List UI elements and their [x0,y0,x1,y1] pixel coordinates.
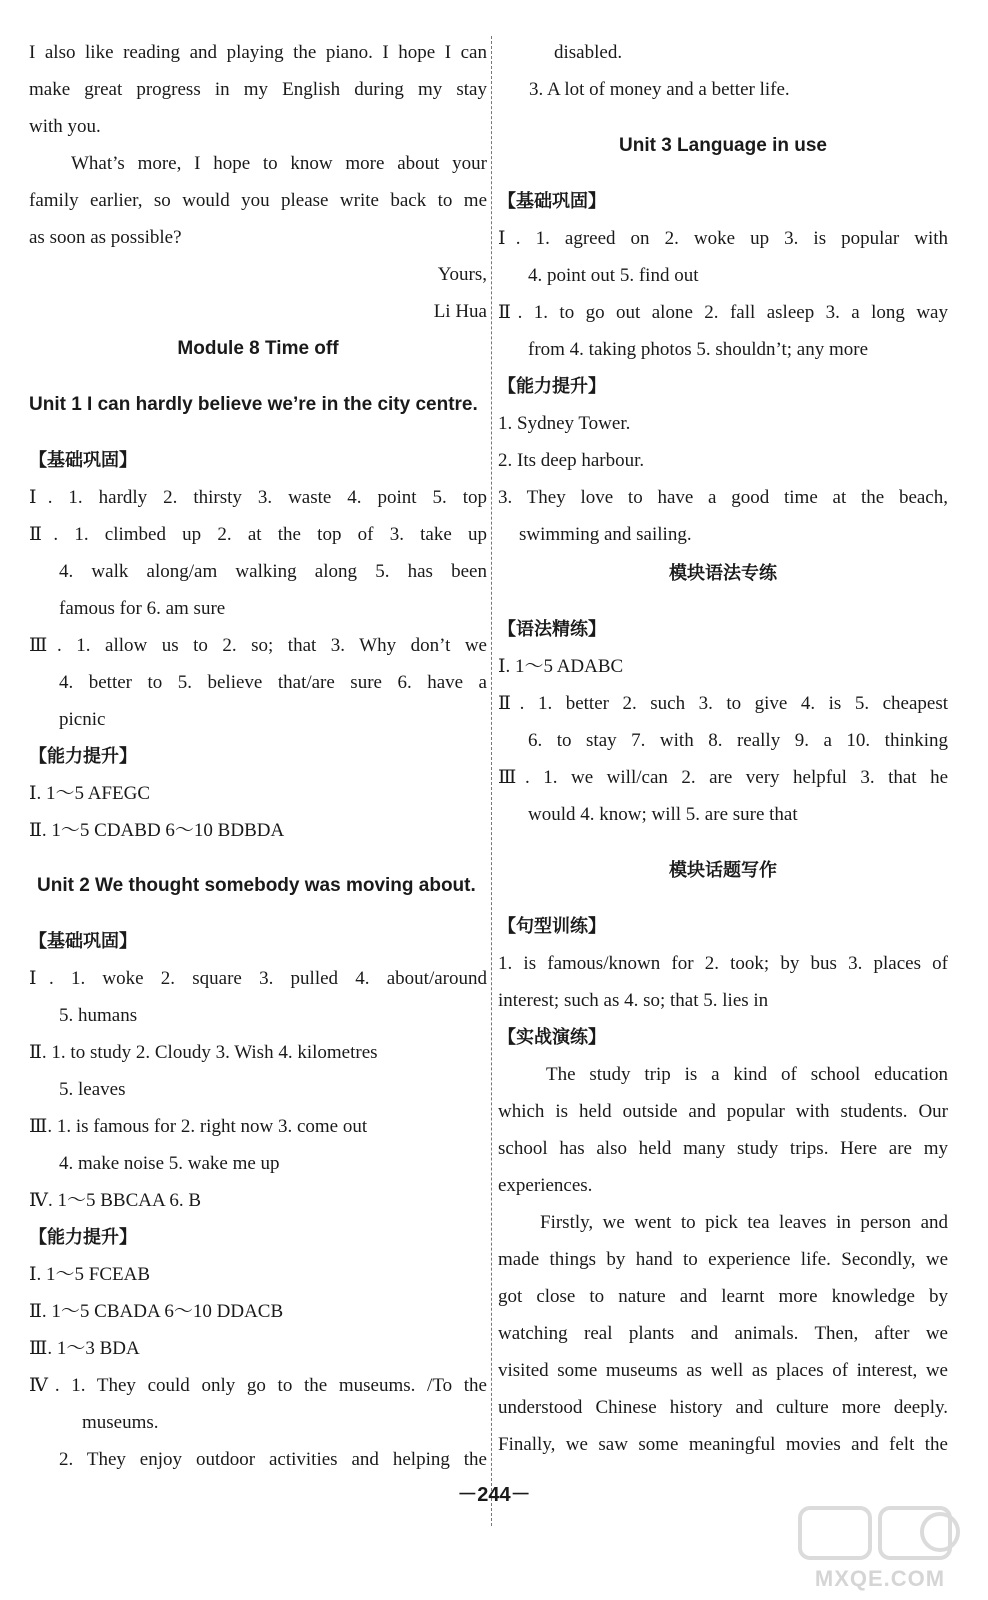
unit1-basic-heading: 【基础巩固】 [29,450,137,471]
unit3-advanced-line: 2. Its deep harbour. [498,450,645,471]
watermark-text: MXQE.COM [814,1566,946,1591]
unit2-basic-line: 4. make noise 5. wake me up [59,1153,280,1174]
pattern-line: 1. is famous/known for 2. took; by bus 3. places of [498,953,948,974]
pattern-line: interest; such as 4. so; that 5. lies in [498,990,769,1011]
left-column [29,34,487,1478]
unit1-title: Unit 1 I can hardly believe we’re in the city centre. [29,394,478,415]
letter-line-2: make great progress in my English during my stay [29,79,487,100]
essay-line: which is held outside and popular with students. Our [498,1101,948,1122]
essay-line: made things by hand to experience life. Secondly, we [498,1249,948,1270]
unit3-advanced-heading: 【能力提升】 [498,376,606,397]
unit2-basic-line: 5. leaves [59,1079,126,1100]
unit1-basic-line: 4. walk along/am walking along 5. has been [59,561,487,582]
grammar-heading: 【语法精练】 [498,619,606,640]
grammar-line: Ⅰ. 1～5 ADABC [498,656,624,677]
unit1-basic-line: Ⅱ. 1. climbed up 2. at the top of 3. take up [29,524,487,545]
grammar-title: 模块语法专练 [669,563,777,584]
letter-signature: Li Hua [433,301,487,322]
unit3-basic-line: from 4. taking photos 5. shouldn’t; any more [528,339,869,360]
unit1-basic-line: famous for 6. am sure [59,598,226,619]
pattern-heading: 【句型训练】 [498,916,606,937]
unit1-basic-line: 4. better to 5. believe that/are sure 6. have a [59,672,487,693]
unit1-advanced-line: Ⅰ. 1～5 AFEGC [29,783,150,804]
module-title: Module 8 Time off [177,338,339,359]
carry-line-2: 3. A lot of money and a better life. [529,79,790,100]
grammar-line: would 4. know; will 5. are sure that [528,804,798,825]
unit3-advanced-line: 1. Sydney Tower. [498,413,631,434]
unit2-advanced-heading: 【能力提升】 [29,1227,137,1248]
grammar-line: Ⅲ. 1. we will/can 2. are very helpful 3. that he [498,767,948,788]
watermark-logo [790,1502,970,1592]
unit2-title: Unit 2 We thought somebody was moving about. [37,875,476,896]
letter-closing: Yours, [437,264,487,285]
unit2-basic-line: Ⅱ. 1. to study 2. Cloudy 3. Wish 4. kilometres [29,1042,378,1063]
unit1-advanced-line: Ⅱ. 1～5 CDABD 6～10 BDBDA [29,820,285,841]
essay-line: watching real plants and animals. Then, after we [498,1323,948,1344]
unit2-basic-heading: 【基础巩固】 [29,931,137,952]
unit3-basic-line: Ⅰ. 1. agreed on 2. woke up 3. is popular with [498,228,948,249]
unit2-basic-line: Ⅳ. 1～5 BBCAA 6. B [29,1190,202,1211]
letter-line-4: What’s more, I hope to know more about your [71,153,487,174]
column-divider [491,36,492,1526]
unit2-advanced-line: Ⅳ. 1. They could only go to the museums. /To the [29,1375,487,1396]
practice-heading: 【实战演练】 [498,1027,606,1048]
unit1-basic-line: Ⅲ. 1. allow us to 2. so; that 3. Why don’t we [29,635,487,656]
unit1-advanced-heading: 【能力提升】 [29,746,137,767]
unit2-advanced-line: museums. [82,1412,159,1433]
letter-line-1: I also like reading and playing the piano. I hope I can [29,42,487,63]
essay-line: understood Chinese history and culture more deeply. [498,1397,948,1418]
essay-line: visited some museums as well as places of interest, we [498,1360,948,1381]
page-number: －244－ [457,1484,531,1506]
unit2-advanced-line: Ⅲ. 1～3 BDA [29,1338,140,1359]
letter-line-6: as soon as possible? [29,227,182,248]
writing-title: 模块话题写作 [669,860,777,881]
unit2-advanced-line: Ⅱ. 1～5 CBADA 6～10 DDACB [29,1301,284,1322]
letter-line-5: family earlier, so would you please write back to me [29,190,487,211]
unit3-advanced-line: 3. They love to have a good time at the beach, [498,487,948,508]
essay-line: got close to nature and learnt more knowledge by [498,1286,948,1307]
unit2-basic-line: Ⅲ. 1. is famous for 2. right now 3. come out [29,1116,368,1137]
essay-line: school has also held many study trips. Here are my [498,1138,948,1159]
grammar-line: Ⅱ. 1. better 2. such 3. to give 4. is 5. cheapest [498,693,948,714]
unit2-basic-line: 5. humans [59,1005,138,1026]
unit2-basic-line: Ⅰ. 1. woke 2. square 3. pulled 4. about/around [29,968,487,989]
unit1-basic-line: picnic [59,709,106,730]
unit3-advanced-line: swimming and sailing. [519,524,692,545]
unit3-basic-heading: 【基础巩固】 [498,191,606,212]
unit2-advanced-line: 2. They enjoy outdoor activities and helping the [59,1449,487,1470]
unit3-basic-line: 4. point out 5. find out [528,265,699,286]
carry-line-1: disabled. [554,42,623,63]
essay-line: experiences. [498,1175,593,1196]
unit2-advanced-line: Ⅰ. 1～5 FCEAB [29,1264,150,1285]
letter-line-3: with you. [29,116,101,137]
right-column [498,34,948,1463]
grammar-line: 6. to stay 7. with 8. really 9. a 10. thinking [528,730,948,751]
essay-line: The study trip is a kind of school education [546,1064,948,1085]
unit3-title: Unit 3 Language in use [619,135,827,156]
unit1-basic-line: Ⅰ. 1. hardly 2. thirsty 3. waste 4. point 5. top [29,487,487,508]
essay-line: Firstly, we went to pick tea leaves in person and [540,1212,948,1233]
unit3-basic-line: Ⅱ. 1. to go out alone 2. fall asleep 3. a long way [498,302,948,323]
essay-line: Finally, we saw some meaningful movies and felt the [498,1434,948,1455]
